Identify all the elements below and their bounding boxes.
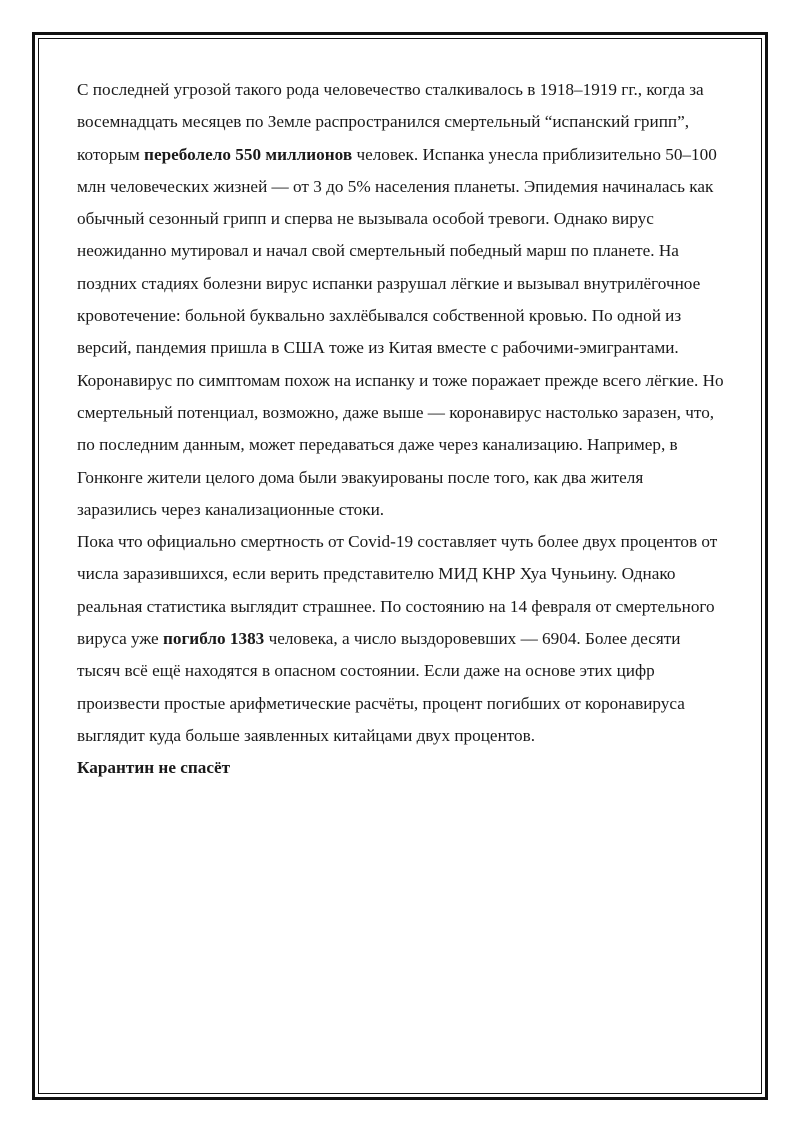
paragraph-coronavirus: Коронавирус по симптомам похож на испанку и тоже поражает прежде всего лёгкие. Но смертельный потенциал, возможно, даже выше — коронавирус настолько заразен, что, по последним данным, может передаваться даже через канализацию. Например, в Гонконге жители целого дома были эвакуированы после того, как два жителя заразились через канализационные стоки. xyxy=(77,370,724,519)
section-heading: Карантин не спасёт xyxy=(77,758,231,778)
paragraph-spanish-flu xyxy=(77,74,727,365)
paragraph-1-bold: переболело 550 миллионов xyxy=(144,144,353,164)
paragraph-3-text-b: человека, а число выздоровевших — 6904. Более десяти тысяч всё ещё находятся в опасном состоянии. Если даже на основе этих цифр произвести простые арифметические расчёты, процент погибших от коронавируса выглядит куда больше заявленных китайцами двух процентов. xyxy=(77,629,685,745)
paragraph-1-text-b: человек. Испанка унесла приблизительно 50–100 млн человеческих жизней — от 3 до 5% населения планеты. Эпидемия начиналась как обычный сезонный грипп и сперва не вызывала особой тревоги. Однако вирус неожиданно мутировал и начал свой смертельный победный марш по планете. На поздних стадиях болезни вирус испанки разрушал лёгкие и вызывал внутрилёгочное кровотечение: больной буквально захлёбывался собственной кровью. По одной из версий, пандемия пришла в США тоже из Китая вместе с рабочими-эмигрантами. xyxy=(77,144,717,358)
paragraph-3-text-a: Пока что официально смертность от Covid-19 составляет чуть более двух процентов от числа заразившихся, если верить представителю МИД КНР Хуа Чуньину. Однако реальная статистика выглядит страшнее. По состоянию на 14 февраля от смертельного вируса уже xyxy=(77,532,718,649)
paragraph-mortality xyxy=(77,526,727,752)
paragraph-1-text-a: С последней угрозой такого рода человечество сталкивалось в 1918–1919 гг., когда за восемнадцать месяцев по Земле распространился смертельный “испанский грипп”, которым xyxy=(77,80,704,164)
paragraph-3-bold: погибло 1383 xyxy=(162,629,265,649)
document-body xyxy=(77,74,727,785)
